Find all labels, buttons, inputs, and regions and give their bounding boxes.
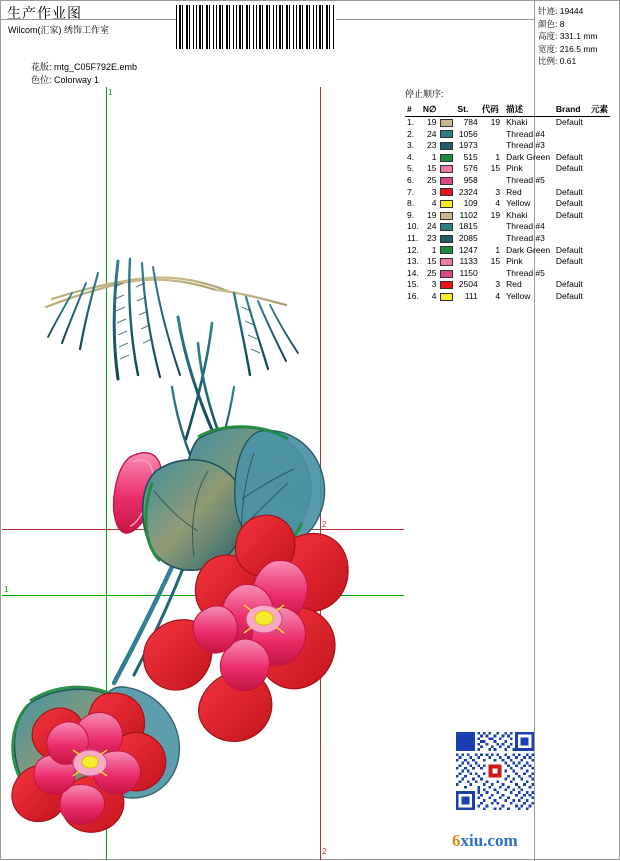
cell-code xyxy=(480,175,502,187)
cell-stitches: 111 xyxy=(464,290,478,301)
barcode-icon xyxy=(176,5,336,49)
cell-swatch xyxy=(438,187,455,199)
cell-swatch xyxy=(438,256,455,268)
cell-index: 15. xyxy=(407,279,419,290)
cell-swatch xyxy=(438,279,455,291)
color-swatch xyxy=(440,119,453,127)
cell-stitches: 2324 xyxy=(458,186,478,197)
color-swatch xyxy=(440,246,453,254)
cell-code xyxy=(480,129,502,141)
cell-stitches: 1247 xyxy=(458,244,478,255)
watermark-digit: 6 xyxy=(452,831,461,850)
cell-needle: 23 xyxy=(426,232,437,243)
colors-info: 颜色: 8 xyxy=(538,18,565,29)
color-swatch xyxy=(440,154,453,162)
cell-index: 5. xyxy=(407,163,415,174)
cell-code: 3 xyxy=(495,186,501,197)
cell-swatch xyxy=(438,175,455,187)
col-stitches: St. xyxy=(455,103,479,117)
cell-needle: 25 xyxy=(426,174,437,185)
cell-element xyxy=(589,129,610,141)
cell-element xyxy=(589,152,610,164)
cell-description: Thread #5 xyxy=(506,174,545,185)
thread-chart-title: 停止顺序: xyxy=(405,89,444,99)
cell-brand: Default xyxy=(555,151,583,162)
cell-brand xyxy=(554,221,589,233)
cell-element xyxy=(589,175,610,187)
cell-swatch xyxy=(438,163,455,175)
cell-brand: Default xyxy=(555,198,583,209)
cell-needle: 15 xyxy=(426,163,437,174)
cell-stitches: 515 xyxy=(463,151,478,162)
cell-index: 4. xyxy=(407,151,415,162)
cell-description: Yellow xyxy=(506,198,531,209)
cell-description: Khaki xyxy=(506,209,528,220)
table-row xyxy=(405,291,610,303)
cell-description: Khaki xyxy=(506,117,528,127)
table-row xyxy=(405,268,610,280)
cell-code: 19 xyxy=(490,209,501,220)
cell-stitches: 784 xyxy=(463,117,478,127)
cell-stitches: 1815 xyxy=(458,221,478,232)
cell-brand xyxy=(554,175,589,187)
cell-needle: 23 xyxy=(426,140,437,151)
color-swatch xyxy=(440,293,453,301)
cell-brand: Default xyxy=(555,290,583,301)
cell-brand: Default xyxy=(555,279,583,290)
color-swatch xyxy=(440,281,453,289)
cell-stitches: 1973 xyxy=(458,140,478,151)
cell-stitches: 1150 xyxy=(459,267,478,278)
cell-element xyxy=(589,163,610,175)
col-description: 描述 xyxy=(502,103,554,117)
page-title: 生产作业图 xyxy=(7,5,82,21)
cell-element xyxy=(589,140,610,152)
cell-code: 4 xyxy=(495,290,501,301)
cell-brand xyxy=(554,140,589,152)
cell-stitches: 1102 xyxy=(459,209,478,220)
cell-description: Red xyxy=(506,186,522,197)
table-row xyxy=(405,117,610,129)
cell-description: Thread #5 xyxy=(506,267,545,278)
cell-element xyxy=(589,291,610,303)
cell-index: 10. xyxy=(407,221,419,232)
design-canvas xyxy=(2,87,404,860)
table-row xyxy=(405,279,610,291)
cell-brand xyxy=(554,129,589,141)
cell-index: 8. xyxy=(407,198,415,209)
cell-stitches: 2085 xyxy=(458,232,478,243)
cell-code xyxy=(480,221,502,233)
cell-element xyxy=(589,210,610,222)
cell-brand xyxy=(554,268,589,280)
table-row xyxy=(405,129,610,141)
cell-index: 3. xyxy=(407,140,415,151)
table-row xyxy=(405,256,610,268)
color-swatch xyxy=(440,235,453,243)
color-swatch xyxy=(440,200,453,208)
lotus-embroidery-design xyxy=(2,87,404,860)
cell-swatch xyxy=(438,152,455,164)
cell-brand: Default xyxy=(555,244,583,255)
thread-table xyxy=(405,103,610,303)
cell-needle: 24 xyxy=(426,221,437,232)
cell-brand xyxy=(554,233,589,245)
table-row xyxy=(405,210,610,222)
cell-swatch xyxy=(438,117,455,129)
stitches-info: 针迹: 19444 xyxy=(538,6,584,16)
cell-description: Thread #4 xyxy=(506,221,545,232)
color-swatch xyxy=(440,188,453,196)
cell-index: 6. xyxy=(407,174,415,185)
cell-stitches: 1056 xyxy=(458,128,478,139)
col-needle: N∅ xyxy=(421,103,439,117)
color-swatch xyxy=(440,165,453,173)
cell-code xyxy=(480,233,502,245)
guide-label-bottom: 2 xyxy=(322,847,327,856)
colorway-field: 色位: Colorway 1 xyxy=(31,75,100,85)
color-swatch xyxy=(440,270,453,278)
cell-swatch xyxy=(438,268,455,280)
cell-index: 12. xyxy=(407,244,419,255)
qr-code xyxy=(456,732,534,810)
cell-needle: 24 xyxy=(426,128,437,139)
cell-brand: Default xyxy=(555,163,583,174)
cell-description: Thread #4 xyxy=(506,128,545,139)
cell-index: 1. xyxy=(407,117,415,127)
table-row xyxy=(405,221,610,233)
cell-needle: 3 xyxy=(431,279,437,290)
cell-brand: Default xyxy=(555,209,583,220)
watermark xyxy=(452,831,518,851)
cell-code: 1 xyxy=(495,151,501,162)
col-code: 代码 xyxy=(480,103,502,117)
col-element: 元素 xyxy=(589,103,610,117)
cell-element xyxy=(589,245,610,257)
col-index: # xyxy=(405,103,421,117)
cell-code xyxy=(480,268,502,280)
cell-element xyxy=(589,221,610,233)
watermark-text: xiu.com xyxy=(460,831,518,850)
cell-swatch xyxy=(438,210,455,222)
width-info: 宽度: 216.5 mm xyxy=(538,43,598,54)
cell-element xyxy=(589,268,610,280)
cell-description: Thread #3 xyxy=(506,232,545,243)
cell-description: Yellow xyxy=(506,290,531,301)
color-swatch xyxy=(440,212,453,220)
table-row xyxy=(405,198,610,210)
cell-index: 7. xyxy=(407,186,415,197)
cell-code: 19 xyxy=(490,117,501,127)
cell-needle: 4 xyxy=(431,198,437,209)
cell-index: 13. xyxy=(407,256,419,267)
cell-swatch xyxy=(438,198,455,210)
color-swatch xyxy=(440,258,453,266)
color-swatch xyxy=(440,130,453,138)
cell-swatch xyxy=(438,221,455,233)
cell-needle: 25 xyxy=(426,267,437,278)
cell-needle: 4 xyxy=(431,290,437,301)
table-row xyxy=(405,187,610,199)
cell-needle: 19 xyxy=(426,117,437,127)
cell-needle: 1 xyxy=(431,151,437,162)
table-row xyxy=(405,163,610,175)
color-swatch xyxy=(440,142,453,150)
cell-index: 14. xyxy=(407,267,419,278)
cell-index: 16. xyxy=(407,290,419,301)
cell-element xyxy=(589,198,610,210)
cell-stitches: 109 xyxy=(463,198,478,209)
cell-stitches: 958 xyxy=(463,174,478,185)
cell-index: 2. xyxy=(407,128,415,139)
cell-brand: Default xyxy=(555,256,583,267)
col-swatch xyxy=(438,103,455,117)
cell-needle: 3 xyxy=(431,186,437,197)
cell-swatch xyxy=(438,233,455,245)
table-row xyxy=(405,245,610,257)
cell-code: 4 xyxy=(495,198,501,209)
cell-description: Pink xyxy=(506,163,523,174)
col-brand: Brand xyxy=(554,103,589,117)
cell-needle: 1 xyxy=(431,244,437,255)
guide-label-left: 1 xyxy=(4,585,9,594)
table-header-row xyxy=(405,103,610,117)
guide-label-right: 2 xyxy=(322,520,327,529)
scale-info: 比例: 0.61 xyxy=(538,56,577,66)
cell-swatch xyxy=(438,129,455,141)
cell-code xyxy=(480,140,502,152)
cell-code: 15 xyxy=(490,163,501,174)
cell-description: Dark Green xyxy=(506,151,551,162)
height-info: 高度: 331.1 mm xyxy=(538,31,598,41)
table-row xyxy=(405,152,610,164)
cell-index: 9. xyxy=(407,209,415,220)
cell-element xyxy=(589,187,610,199)
table-row xyxy=(405,175,610,187)
cell-element xyxy=(589,256,610,268)
cell-element xyxy=(589,233,610,245)
cell-stitches: 2504 xyxy=(458,279,478,290)
table-row xyxy=(405,140,610,152)
cell-description: Dark Green xyxy=(506,244,551,255)
cell-brand: Default xyxy=(555,186,583,197)
cell-stitches: 1133 xyxy=(459,256,478,267)
cell-swatch xyxy=(438,140,455,152)
cell-description: Red xyxy=(506,279,522,290)
cell-description: Thread #3 xyxy=(506,140,545,151)
cell-code: 1 xyxy=(495,244,501,255)
color-swatch xyxy=(440,223,453,231)
table-row xyxy=(405,233,610,245)
cell-code: 3 xyxy=(495,279,501,290)
guide-label-top: 1 xyxy=(108,88,113,97)
color-swatch xyxy=(440,177,453,185)
cell-index: 11. xyxy=(407,232,419,243)
cell-swatch xyxy=(438,245,455,257)
cell-brand: Default xyxy=(555,117,583,127)
cell-element xyxy=(589,279,610,291)
cell-stitches: 576 xyxy=(463,163,478,174)
cell-needle: 15 xyxy=(426,256,437,267)
thread-sequence-panel xyxy=(405,87,610,303)
design-meta xyxy=(31,61,137,87)
cell-swatch xyxy=(438,291,455,303)
software-name: Wilcom(汇家) 绣饰工作室 xyxy=(8,25,109,35)
design-file-field: 花版: mtg_C05F792E.emb xyxy=(31,62,138,72)
cell-description: Pink xyxy=(506,256,523,267)
cell-needle: 19 xyxy=(426,209,437,220)
cell-element xyxy=(589,117,610,129)
cell-code: 15 xyxy=(490,256,501,267)
